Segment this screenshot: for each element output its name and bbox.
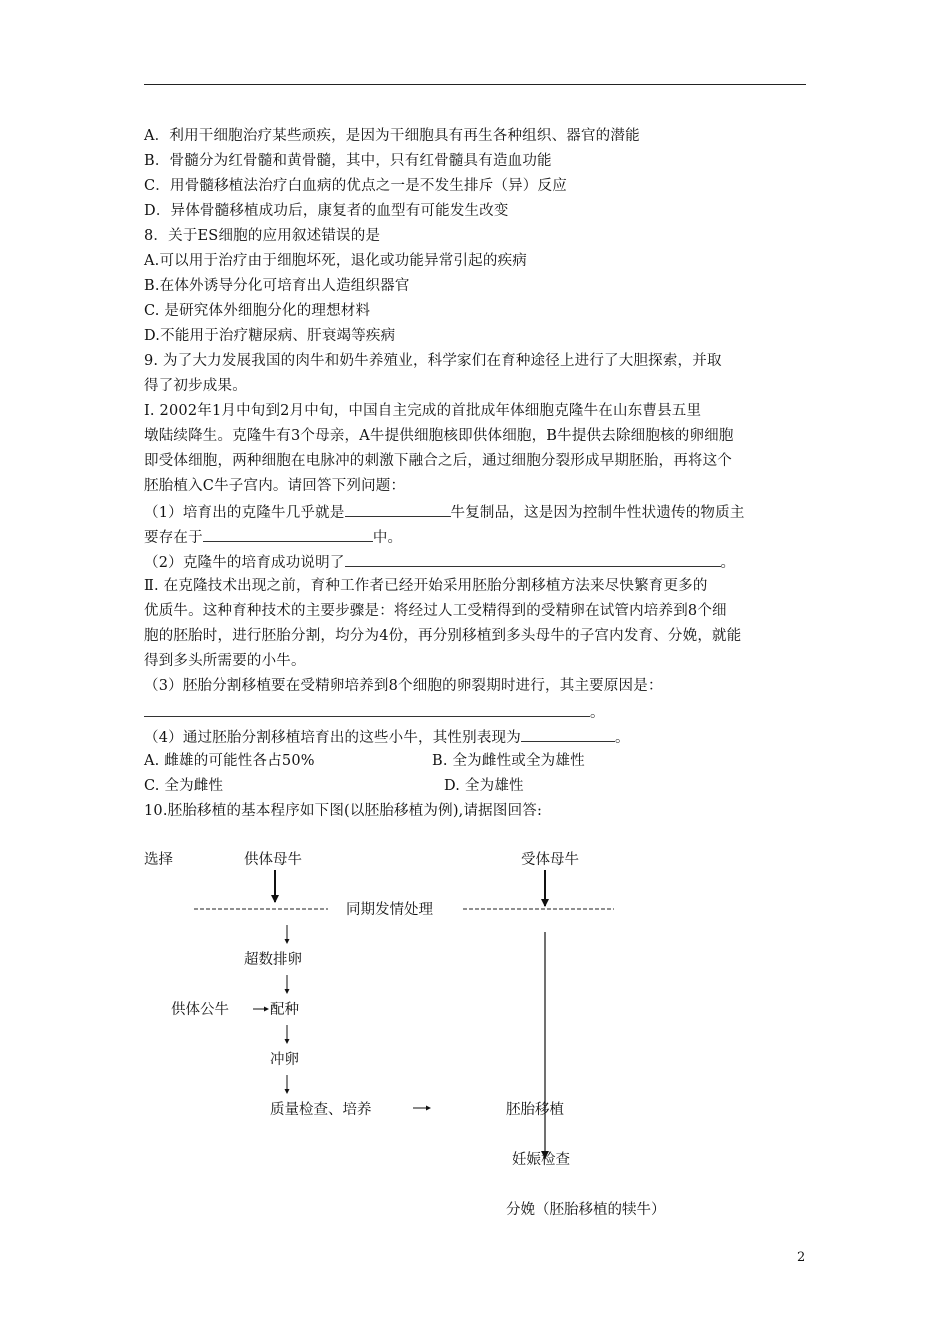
q7-option-d: D．异体骨髓移植成功后，康复者的血型有可能发生改变	[144, 203, 509, 219]
flow-recipient-cow: 受体母牛	[521, 852, 579, 868]
part1-line1: Ⅰ. 2002年1月中旬到2月中旬，中国自主完成的首批成年体细胞克隆牛在山东曹县五里	[144, 403, 702, 419]
sq2-text-post: 。	[720, 555, 736, 571]
sq4-text-post: 。	[614, 730, 630, 746]
sq4-text-pre: （4）通过胚胎分割移植培育出的这些小牛，其性别表现为	[144, 730, 521, 746]
q7-option-c: C．用骨髓移植法治疗白血病的优点之一是不发生排斥（异）反应	[144, 178, 567, 194]
q8-option-c: C. 是研究体外细胞分化的理想材料	[144, 303, 371, 319]
flow-select-label: 选择	[144, 852, 173, 868]
page-number: 2	[797, 1250, 806, 1265]
q7-option-a: A．利用干细胞治疗某些顽疾，是因为干细胞具有再生各种组织、器官的潜能	[144, 128, 640, 144]
sq1b-text-pre: 要存在于	[144, 530, 203, 546]
flow-donor-cow: 供体母牛	[244, 852, 302, 868]
flow-donor-bull: 供体公牛	[171, 1002, 229, 1018]
q9-option-a: A. 雌雄的可能性各占50%	[144, 753, 315, 769]
sq3-text-post: 。	[590, 705, 605, 721]
flow-egg-flush: 冲卵	[270, 1052, 299, 1068]
q8-option-d: D.不能用于治疗糖尿病、肝衰竭等疾病	[144, 328, 396, 344]
q9-option-c: C. 全为雌性	[144, 778, 224, 794]
part2-line2: 优质牛。这种育种技术的主要步骤是：将经过人工受精得到的受精卵在试管内培养到8个细	[144, 603, 727, 619]
q9-option-b: B. 全为雌性或全为雄性	[432, 753, 585, 769]
q8-option-b: B.在体外诱导分化可培育出人造组织器官	[144, 278, 410, 294]
part1-line3: 即受体细胞，两种细胞在电脉冲的刺激下融合之后，通过细胞分裂形成早期胚胎，再将这个	[144, 453, 732, 469]
flow-pregnancy-check: 妊娠检查	[512, 1152, 570, 1168]
part1-line4: 胚胎植入C牛子宫内。请回答下列问题：	[144, 478, 406, 494]
flow-calving: 分娩（胚胎移植的犊牛）	[506, 1202, 666, 1218]
sub-question-3: （3）胚胎分割移植要在受精卵培养到8个细胞的卵裂期时进行，其主要原因是：	[144, 678, 663, 694]
q7-option-b: B．骨髓分为红骨髓和黄骨髓，其中，只有红骨髓具有造血功能	[144, 153, 552, 169]
part2-line3: 胞的胚胎时，进行胚胎分割，均分为4份，再分别移植到多头母牛的子宫内发育、分娩，就能	[144, 628, 742, 644]
part2-line1: Ⅱ. 在克隆技术出现之前，育种工作者已经开始采用胚胎分割移植方法来尽快繁育更多的	[144, 578, 708, 594]
flow-superovulation: 超数排卵	[244, 952, 302, 968]
question-9-line2: 得了初步成果。	[144, 378, 247, 394]
flow-quality-check: 质量检查、培养	[270, 1102, 372, 1118]
sq1-text-pre: （1）培育出的克隆牛几乎就是	[144, 505, 345, 521]
flow-sync-estrus: 同期发情处理	[346, 902, 433, 918]
flow-mating: 配种	[270, 1002, 299, 1018]
q8-option-a: A.可以用于治疗由于细胞坏死，退化或功能异常引起的疾病	[144, 253, 527, 269]
question-8: 8．关于ES细胞的应用叙述错误的是	[144, 228, 381, 244]
sq1-text-post: 牛复制品，这是因为控制牛性状遗传的物质主	[450, 505, 745, 521]
part1-line2: 墩陆续降生。克隆牛有3个母亲，A牛提供细胞核即供体细胞，B牛提供去除细胞核的卵细胞	[144, 428, 734, 444]
q9-option-d: D. 全为雄性	[444, 778, 524, 794]
sq1b-text-post: 中。	[372, 530, 403, 546]
question-9-line1: 9. 为了大力发展我国的肉牛和奶牛养殖业，科学家们在育种途径上进行了大胆探索，并取	[144, 353, 722, 369]
question-10: 10.胚胎移植的基本程序如下图(以胚胎移植为例),请据图回答:	[144, 803, 543, 819]
flow-embryo-transfer: 胚胎移植	[506, 1102, 564, 1118]
part2-line4: 得到多头所需要的小牛。	[144, 653, 306, 669]
sq2-text-pre: （2）克隆牛的培育成功说明了	[144, 555, 345, 571]
